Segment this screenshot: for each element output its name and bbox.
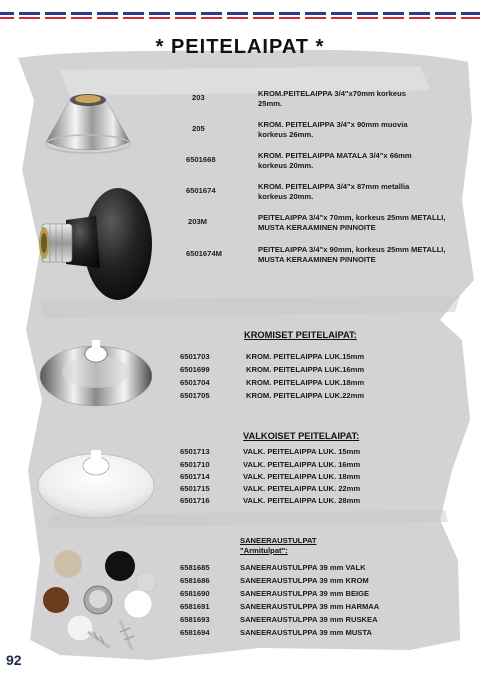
product-description: KROM. PEITELAIPPA LUK.22mm [246, 391, 365, 400]
section-heading: KROMISET PEITELAIPAT: [244, 330, 357, 340]
product-description: SANEERAUSTULPPA 39 mm BEIGE [240, 589, 370, 598]
product-description: SANEERAUSTULPPA 39 mm MUSTA [240, 628, 372, 637]
product-code: 6581685 [180, 563, 210, 572]
split-chrome-flange-image [36, 336, 156, 412]
split-white-flange-image [34, 446, 158, 524]
product-code: 203 [192, 93, 205, 102]
section-heading [240, 536, 317, 556]
product-description: KROM.PEITELAIPPA 3/4"x70mm korkeus 25mm. [258, 89, 406, 108]
product-description: KROM. PEITELAIPPA LUK.15mm [246, 352, 365, 361]
product-code: 6501710 [180, 460, 210, 469]
product-description: VALK. PEITELAIPPA LUK. 28mm [243, 496, 361, 505]
product-code: 203M [188, 217, 207, 226]
product-description: KROM. PEITELAIPPA 3/4"x 87mm metallia korkeus 20mm. [258, 182, 410, 201]
black-flange-image [36, 186, 156, 302]
product-code: 205 [192, 124, 205, 133]
product-description: SANEERAUSTULPPA 39 mm RUSKEA [240, 615, 378, 624]
product-code: 6581691 [180, 602, 210, 611]
plug-caps-image [40, 548, 162, 656]
product-description: SANEERAUSTULPPA 39 mm KROM [240, 576, 369, 585]
product-description: KROM. PEITELAIPPA MATALA 3/4"x 66mm korkeus 20mm. [258, 151, 412, 170]
product-code: 6501714 [180, 472, 210, 481]
product-description: VALK. PEITELAIPPA LUK. 16mm [243, 460, 361, 469]
section-heading-line1: SANEERAUSTULPAT [240, 536, 317, 545]
product-code: 6501713 [180, 447, 210, 456]
product-code: 6581694 [180, 628, 210, 637]
product-code: 6581690 [180, 589, 210, 598]
product-description: VALK. PEITELAIPPA LUK. 18mm [243, 472, 361, 481]
product-code: 6501715 [180, 484, 210, 493]
product-code: 6501674 [186, 186, 216, 195]
product-code: 6501674M [186, 249, 222, 258]
product-code: 6501699 [180, 365, 210, 374]
product-code: 6501703 [180, 352, 210, 361]
product-code: 6501704 [180, 378, 210, 387]
product-code: 6581686 [180, 576, 210, 585]
product-code: 6501716 [180, 496, 210, 505]
product-code: 6501668 [186, 155, 216, 164]
chrome-flange-image [40, 86, 136, 158]
product-description: KROM. PEITELAIPPA LUK.16mm [246, 365, 365, 374]
product-description: VALK. PEITELAIPPA LUK. 15mm [243, 447, 361, 456]
product-code: 6501705 [180, 391, 210, 400]
product-description: PEITELAIPPA 3/4"x 70mm, korkeus 25mm METALLI, MUSTA KERAAMINEN PINNOITE [258, 213, 446, 232]
product-description: KROM. PEITELAIPPA LUK.18mm [246, 378, 365, 387]
product-description: SANEERAUSTULPPA 39 mm HARMAA [240, 602, 380, 611]
product-description: VALK. PEITELAIPPA LUK. 22mm [243, 484, 361, 493]
product-description: PEITELAIPPA 3/4"x 90mm, korkeus 25mm METALLI, MUSTA KERAAMINEN PINNOITE [258, 245, 446, 264]
section-heading-line2: "Armitulpat": [240, 546, 288, 555]
product-description: KROM. PEITELAIPPA 3/4"x 90mm muovia korkeus 26mm. [258, 120, 408, 139]
page-title: * PEITELAIPAT * [155, 36, 325, 58]
product-code: 6581693 [180, 615, 210, 624]
page-number: 92 [6, 652, 22, 668]
product-description: SANEERAUSTULPPA 39 mm VALK [240, 563, 366, 572]
section-heading: VALKOISET PEITELAIPAT: [243, 431, 360, 441]
